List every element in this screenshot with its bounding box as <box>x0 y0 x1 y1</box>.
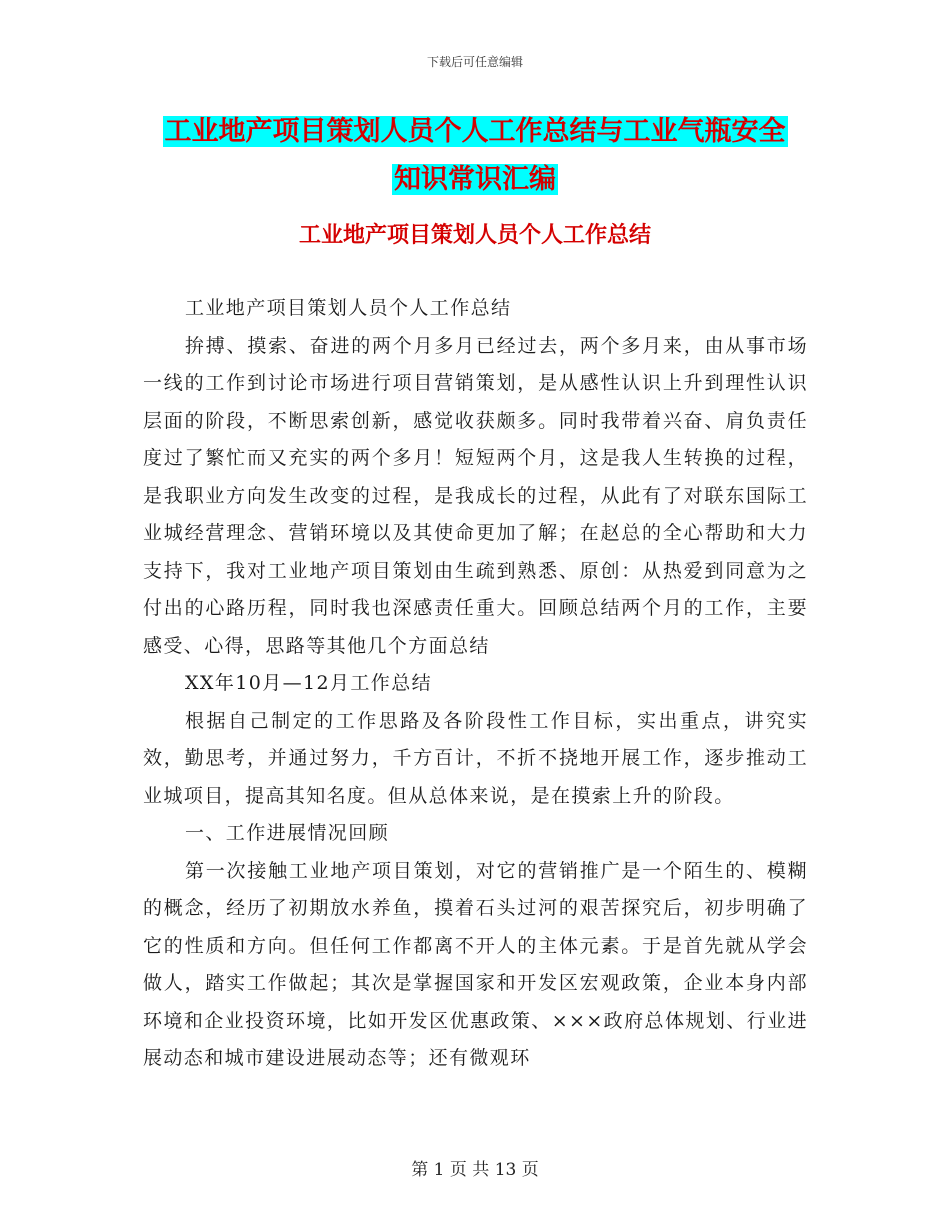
body-paragraph: 拚搏、摸索、奋进的两个月多月已经过去，两个多月来，由从事市场一线的工作到讨论市场进行项目营销策划，是从感性认识上升到理性认识层面的阶段，不断思索创新，感觉收获颇多。同时我带着兴奋、肩负责任度过了繁忙而又充实的两个多月！短短两个月，这是我人生转换的过程，是我职业方向发生改变的过程，是我成长的过程，从此有了对联东国际工业城经营理念、营销环境以及其使命更加了解；在赵总的全心帮助和大力支持下，我对工业地产项目策划由生疏到熟悉、原创：从热爱到同意为之付出的心路历程，同时我也深感责任重大。回顾总结两个月的工作，主要感受、心得，思路等其他几个方面总结 <box>143 334 808 657</box>
page-footer: 第 1 页 共 13 页 <box>411 1160 539 1180</box>
document-title-line-1: 工业地产项目策划人员个人工作总结与工业气瓶安全 <box>164 116 786 147</box>
body-paragraph: 第一次接触工业地产项目策划，对它的营销推广是一个陌生的、模糊的概念，经历了初期放水养鱼，摸着石头过河的艰苦探究后，初步明确了它的性质和方向。但任何工作都离不开人的主体元素。于是首先就从学会做人，踏实工作做起；其次是掌握国家和开发区宏观政策，企业本身内部环境和企业投资环境，比如开发区优惠政策、×××政府总体规划、行业进展动态和城市建设进展动态等；还有微观环 <box>143 859 808 1069</box>
page-header: 下载后可任意编辑 <box>426 55 523 69</box>
body-paragraph: 工业地产项目策划人员个人工作总结 <box>185 297 512 319</box>
body-paragraph: 一、工作进展情况回顾 <box>185 822 390 844</box>
body-paragraph: XX年10月—12月工作总结 <box>185 672 433 694</box>
document-title-line-2: 知识常识汇编 <box>394 164 556 195</box>
document-title <box>130 108 820 204</box>
section-title: 工业地产项目策划人员个人工作总结 <box>298 223 651 248</box>
body-paragraph: 根据自己制定的工作思路及各阶段性工作目标，实出重点，讲究实效，勤思考，并通过努力，千方百计，不折不挠地开展工作，逐步推动工业城项目，提高其知名度。但从总体来说，是在摸索上升的阶段。 <box>143 709 808 807</box>
document-body <box>143 290 808 1078</box>
